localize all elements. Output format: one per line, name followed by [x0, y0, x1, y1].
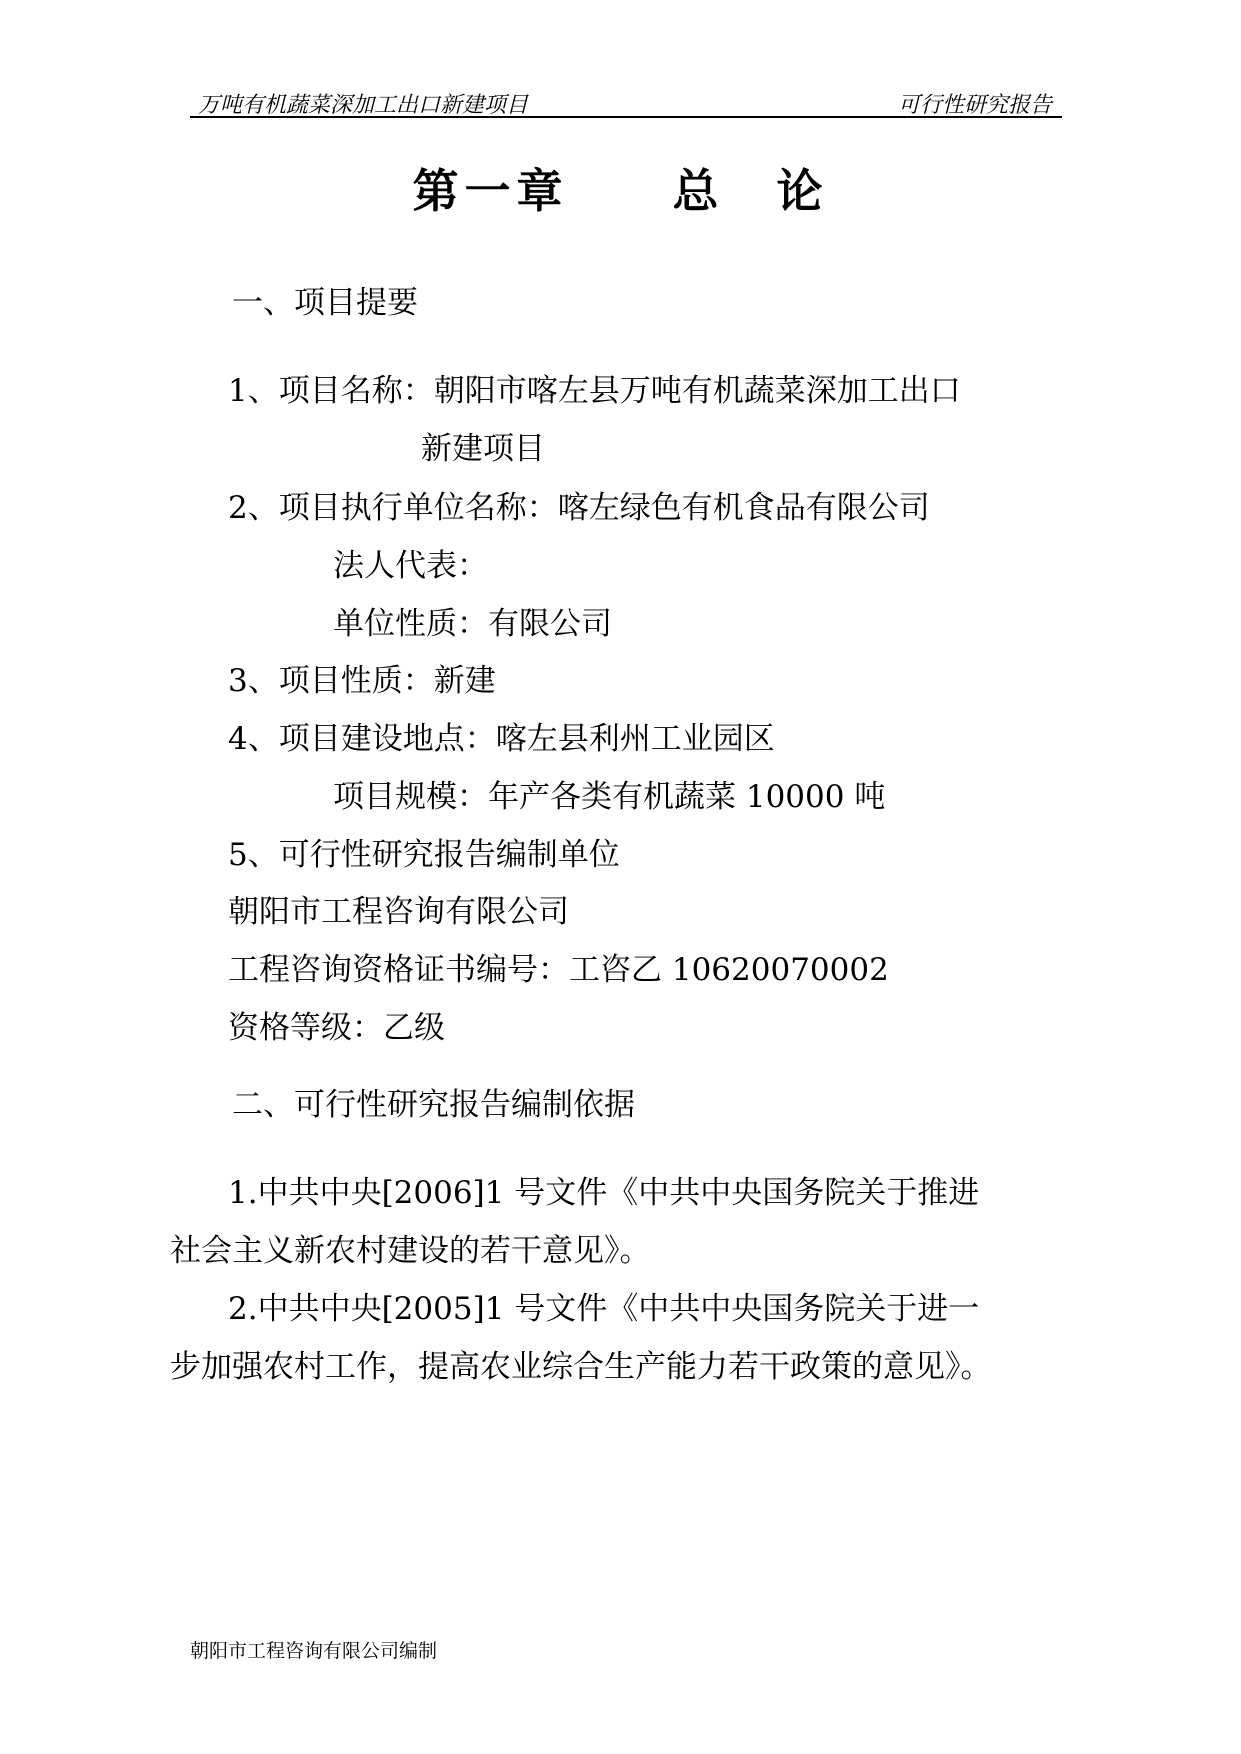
- basis-item-1: 1.中共中央[2006]1 号文件《中共中央国务院关于推进: [228, 1175, 980, 1211]
- item-legal-representative: 法人代表：: [333, 548, 488, 584]
- item-report-compiler: 5、可行性研究报告编制单位: [228, 837, 620, 873]
- section-heading-project-summary: 一、项目提要: [232, 285, 418, 321]
- item-construction-site: 4、项目建设地点：喀左县利州工业园区: [228, 721, 775, 757]
- header-report-type: 可行性研究报告: [897, 93, 1052, 118]
- header-project-name: 万吨有机蔬菜深加工出口新建项目: [198, 93, 529, 118]
- item-project-name-continued: 新建项目: [421, 431, 545, 467]
- item-project-name: 1、项目名称：朝阳市喀左县万吨有机蔬菜深加工出口: [228, 373, 961, 409]
- item-executing-unit: 2、项目执行单位名称：喀左绿色有机食品有限公司: [228, 490, 930, 526]
- basis-item-2-continued: 步加强农村工作，提高农业综合生产能力若干政策的意见》。: [170, 1349, 992, 1385]
- item-qualification-grade: 资格等级：乙级: [228, 1010, 445, 1046]
- page-header: [190, 86, 1062, 118]
- page-footer: 朝阳市工程咨询有限公司编制: [190, 1640, 438, 1662]
- item-certificate-number: 工程咨询资格证书编号：工咨乙 10620070002: [228, 952, 889, 988]
- item-project-nature: 3、项目性质：新建: [228, 663, 496, 699]
- item-project-scale: 项目规模：年产各类有机蔬菜 10000 吨: [333, 779, 886, 815]
- chapter-title: 第一章 总 论: [412, 164, 829, 218]
- item-compiler-company: 朝阳市工程咨询有限公司: [228, 894, 569, 930]
- section-heading-compilation-basis: 二、可行性研究报告编制依据: [232, 1087, 635, 1123]
- basis-item-2: 2.中共中央[2005]1 号文件《中共中央国务院关于进一: [228, 1291, 980, 1327]
- basis-item-1-continued: 社会主义新农村建设的若干意见》。: [170, 1233, 651, 1269]
- item-unit-nature: 单位性质：有限公司: [333, 606, 612, 642]
